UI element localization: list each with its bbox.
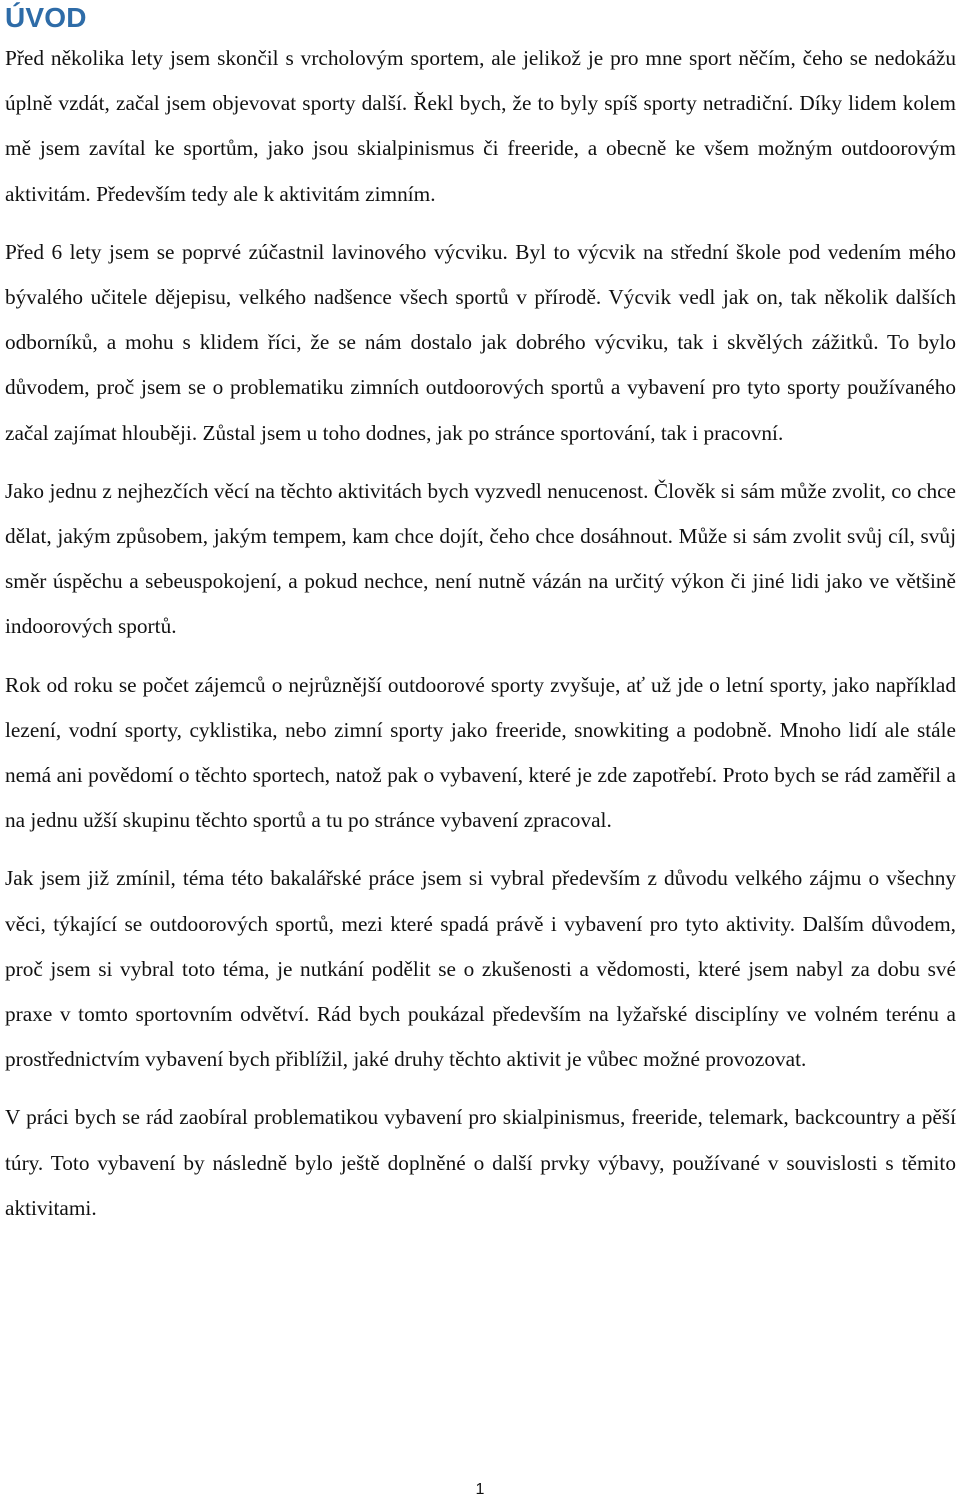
paragraph-3: Jako jednu z nejhezčích věcí na těchto aktivitách bych vyzvedl nenucenost. Člověk si sám může zvolit, co chce dělat, jakým způsobem, jakým tempem, kam chce dojít, čeho chce dosáhnout. Může si sám zvolit svůj cíl, svůj směr úspěchu a sebeuspokojení, a pokud nechce, není nutně vázán na určitý výkon či jiné lidi jako ve většině indoorových sportů. [5, 478, 956, 639]
paragraph-5: Jak jsem již zmínil, téma této bakalářské práce jsem si vybral především z důvodu velkého zájmu o všechny věci, týkající se outdoorových sportů, mezi které spadá právě i vybavení pro tyto aktivity. Dalším důvodem, proč jsem si vybral toto téma, je nutkání podělit se o zkušenosti a vědomosti, které jsem nabyl za dobu své praxe v tomto sportovním odvětví. Rád bych poukázal především na lyžařské disciplíny ve volném terénu a prostřednictvím vybavení bych přiblížil, jaké druhy těchto aktivit je vůbec možné provozovat. [5, 866, 956, 1072]
paragraph-4: Rok od roku se počet zájemců o nejrůznější outdoorové sporty zvyšuje, ať už jde o letní sporty, jako například lezení, vodní sporty, cyklistika, nebo zimní sporty jako freeride, snowkiting a podobně. Mnoho lidí ale stále nemá ani povědomí o těchto sportech, natož pak o vybavení, které je zde zapotřebí. Proto bych se rád zaměřil a na jednu užší skupinu těchto sportů a tu po stránce vybavení zpracoval. [5, 672, 956, 833]
section-heading: ÚVOD [5, 2, 87, 33]
paragraph-6: V práci bych se rád zaobíral problematikou vybavení pro skialpinismus, freeride, telemark, backcountry a pěší túry. Toto vybavení by následně bylo ještě doplněné o další prvky výbavy, používané v souvislosti s těmito aktivitami. [5, 1105, 956, 1220]
paragraph-1: Před několika lety jsem skončil s vrcholovým sportem, ale jelikož je pro mne sport něčím, čeho se nedokážu úplně vzdát, začal jsem objevovat sporty další. Řekl bych, že to byly spíš sporty netradiční. Díky lidem kolem mě jsem zavítal ke sportům, jako jsou skialpinismus či freeride, a obecně ke všem možným outdoorovým aktivitám. Především tedy ale k aktivitám zimním. [5, 46, 956, 206]
paragraph-2: Před 6 lety jsem se poprvé zúčastnil lavinového výcviku. Byl to výcvik na střední škole pod vedením mého bývalého učitele dějepisu, velkého nadšence všech sportů v přírodě. Výcvik vedl jak on, tak několik dalších odborníků, a mohu s klidem říci, že se nám dostalo jak dobrého výcviku, tak i skvělých zážitků. To bylo důvodem, proč jsem se o problematiku zimních outdoorových sportů a vybavení pro tyto sporty používaného začal zajímat hlouběji. Zůstal jsem u toho dodnes, jak po stránce sportování, tak i pracovní. [5, 239, 956, 445]
page-number: 1 [475, 1481, 485, 1498]
